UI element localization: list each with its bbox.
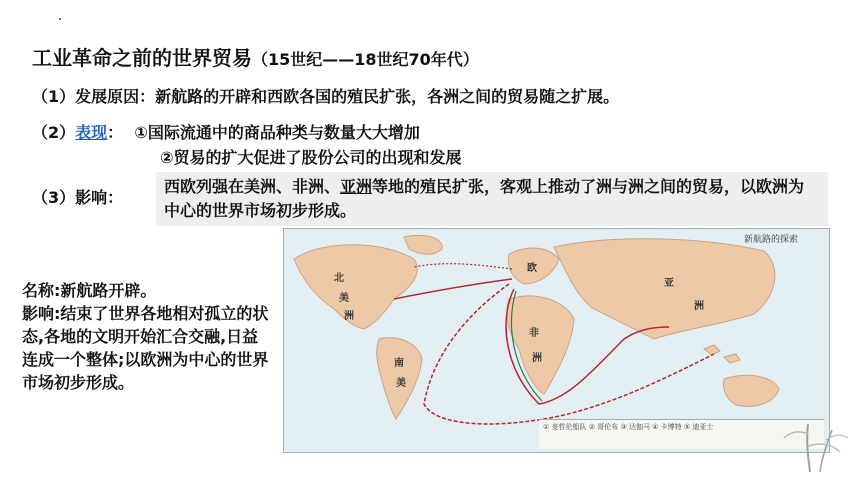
point-manifestation-colon: ： (107, 123, 124, 142)
side-note-impact: 影响:结束了世界各地相对孤立的状态,各地的文明开始汇合交融,日益连成一个整体;以欧洲为中心的世界市场初步形成。 (22, 304, 269, 392)
map-legend: ① 麦哲伦船队 ② 哥伦布 ③ 达伽马 ④ 卡博特 ⑤ 迪亚士 (539, 419, 824, 449)
map-label-asia-2: 洲 (694, 301, 704, 312)
impact-text-asia: 亚洲 (340, 177, 373, 196)
decorative-dot (59, 18, 61, 20)
map-label-south-america-1: 南 (394, 358, 404, 369)
map-label-north-america-1: 北 (334, 273, 344, 284)
map-label-north-america-2: 美 (339, 293, 349, 304)
map-label-north-america-3: 洲 (344, 311, 354, 322)
africa-shape (507, 296, 574, 394)
north-america-shape (294, 245, 417, 329)
point-impact-label: （3）影响： (32, 188, 124, 207)
map-label-south-america-2: 美 (396, 378, 406, 389)
page-title (32, 42, 479, 71)
impact-textbox (156, 172, 828, 226)
route-cabot (414, 264, 512, 269)
side-note (22, 279, 272, 394)
side-note-name: 名称:新航路开辟。 (22, 281, 157, 300)
greenland-shape (404, 236, 442, 255)
impact-text-a: 西欧列强在美洲、非洲、 (164, 177, 341, 196)
southeast-asia-islands (704, 345, 740, 363)
title-range: （15世纪——18世纪70年代） (252, 50, 479, 69)
map-label-asia-1: 亚 (664, 278, 674, 289)
impact-text-b: 等地的殖民扩张，客观上推动了洲与洲之间的贸易，以欧洲为中心的世界市场初步形成。 (164, 177, 805, 220)
map-label-europe: 欧 (527, 263, 537, 274)
point-manifestation (32, 120, 420, 143)
map-title: 新航路的探索 (744, 235, 799, 245)
title-main: 工业革命之前的世界贸易 (32, 46, 252, 70)
bamboo-decoration-icon (780, 416, 850, 474)
map-label-africa-2: 洲 (532, 353, 542, 364)
australia-shape (724, 375, 780, 406)
new-routes-map (283, 228, 830, 453)
manifestation-item-2: ②贸易的扩大促进了股份公司的出现和发展 (160, 148, 462, 167)
point-cause: （1）发展原因：新航路的开辟和西欧各国的殖民扩张，各洲之间的贸易随之扩展。 (32, 87, 620, 106)
map-label-africa-1: 非 (529, 328, 539, 339)
manifestation-item-1: ①国际流通中的商品种类与数量大大增加 (134, 123, 420, 142)
point-manifestation-prefix: （2） (32, 123, 76, 142)
manifestation-link[interactable]: 表现 (75, 123, 108, 142)
